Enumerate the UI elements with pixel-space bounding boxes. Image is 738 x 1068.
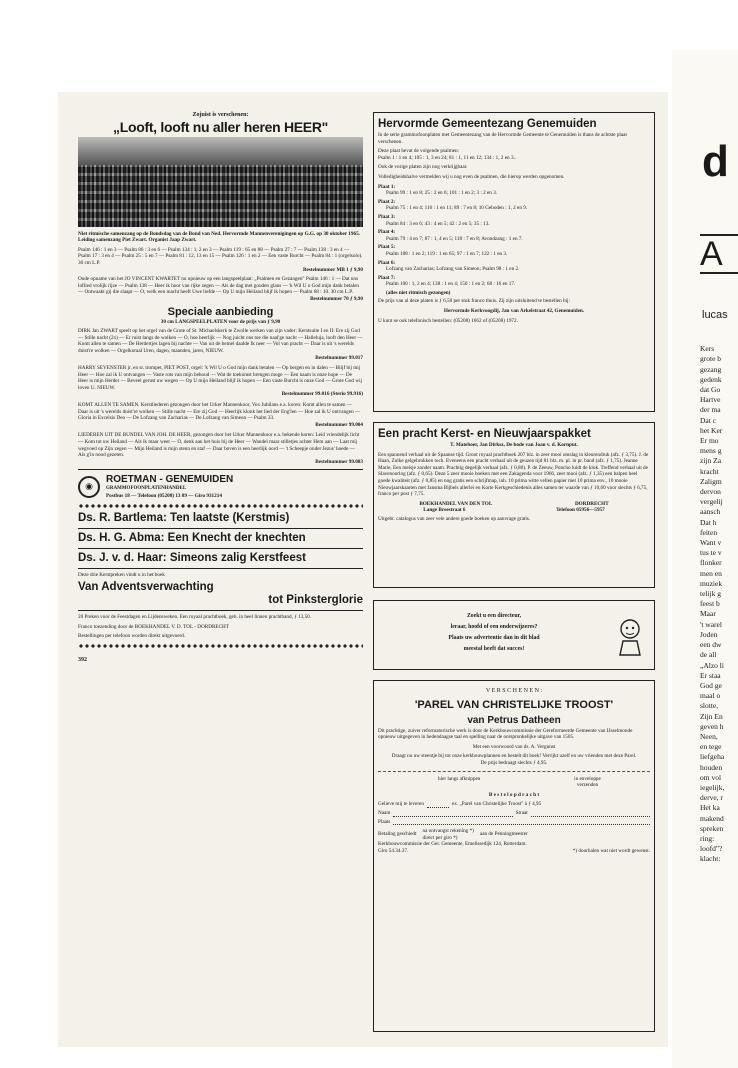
book-3: Ds. J. v. d. Haar: Simeons zalig Kerstfeest	[78, 551, 306, 564]
payment-option-giro[interactable]: direct per giro *)	[422, 834, 458, 841]
strip-line: om vol	[700, 772, 722, 782]
payment-label: Betaling geschiedt	[378, 831, 417, 838]
plate-label: Plaat 6:	[378, 259, 396, 266]
books-desc: 20 Preken voor de Feestdagen en Lijdensweken. Een royaal prachtboek, geb. in heel linnen prachtband, ƒ 13,50.	[78, 614, 312, 621]
strip-line: Zaligm	[700, 476, 722, 486]
gemeentezang-prijs: De prijs van al deze platen is ƒ 6,50 per stuk franco thuis. Zij zijn uitsluitend te bestellen bij:	[378, 298, 570, 305]
plate-label: Plaat 7:	[378, 274, 396, 281]
record-icon: ◉	[78, 476, 100, 498]
gemeentezang-line1: Psalm 1 : 1 en 4; 105 : 1, 3 en 24; 81 : 1, 11 en 12; 134 : 1, 2 en 3..	[378, 154, 517, 161]
strip-line: Hartve	[700, 395, 721, 405]
books-order: Bestellingen per telefoon worden direkt uitgevoerd.	[78, 633, 186, 640]
strip-line: gezang	[700, 364, 722, 374]
strip-line: dat Go	[700, 385, 721, 395]
street-label: Straat	[515, 809, 528, 816]
page-number: 392	[78, 656, 87, 663]
strip-line: Neen,	[700, 731, 718, 741]
gemeentezang-volledig: Volledigheidshalve vermelden wij u nog even de psalmen, die hierop werden opgenomen.	[378, 173, 565, 180]
plate-label: Plaat 5:	[378, 244, 396, 251]
strip-line: Zijn En	[700, 711, 723, 721]
strip-line: Want v	[700, 538, 722, 548]
roetman-sub: GRAMMOFOONPLATENHANDEL	[106, 486, 187, 492]
zoekt-l2: leraar, hoofd of een onderwijzeres?	[450, 624, 538, 630]
order-quantity-field[interactable]	[378, 801, 650, 808]
strip-line: ring:	[700, 833, 715, 843]
name-label: Naam	[378, 809, 391, 816]
parel-env: in enveloppe verzenden	[574, 775, 601, 789]
strip-line: feest b	[700, 599, 720, 609]
strip-line: 't warel	[700, 619, 722, 629]
strip-line: kracht	[700, 466, 719, 476]
plate-psalms: Psalm 75 : 1 en 4; 116 : 1 en 11; 89 : 7 en 8; 10 Geboden : 1, 2 en 9.	[386, 205, 528, 212]
strip-line: telijk g	[700, 589, 722, 599]
gemeentezang-ad	[373, 112, 655, 412]
speciale-item-number: Bestelnummer 99.004	[315, 421, 363, 428]
pakket-shop: BOEKHANDEL VAN DEN TOL	[419, 500, 493, 507]
pakket-phone: Telefoon 05956—5957	[556, 507, 605, 514]
zoekt-l1: Zoekt u een directeur,	[466, 613, 522, 619]
strip-line: loofd"?	[700, 844, 723, 854]
zojuist-p1-num: Bestelnummer MB 1 ƒ 9,90	[303, 266, 363, 273]
strip-line: liefgeha	[700, 752, 725, 762]
strip-line: dervon	[700, 487, 721, 497]
parel-sub: van Petrus Datheen	[467, 714, 561, 726]
newspaper-page	[58, 92, 668, 1047]
pakket-body: Een spannend verhaal uit de Spaanse tijd. Groot royaal prachtboek 207 blz. in zeer mooi omslag in kleurendruk (afz. ƒ 3,75). J. de Haan, Zulke gelgebrokken toch. Eveneens een pracht verhaal uit de geuzen tijd 81 blz. m. pl. in pr. band (afz. ƒ 1,75). Jeanne Marie, Een meisje zonder naam. Prachtig degelijk verhaal (afz. ƒ 0,80). P. de Zeeuw, Poncho luidt de klok. Treffend verhaal uit de Slavenoorlog (afz. ƒ 0,65). Deze 5 zeer mooie boeken met een Zakagenda voor 1966, zeer mooi (afz. ƒ 1,35) een balpen heel goede kwaliteit (afz. ƒ 0,85) en nog gratis een schrijfmap, inh. 10 prima witte vellen papier met 10 prima env., 10 mooie Nieuwjaarskaarten met Jansma Bijbels allerlei en Korte Kerkgeschiedenis alles samen ter waarde van ƒ 10,60 voor slechts ƒ 6,75, franco per post ƒ 7,75.	[378, 451, 649, 498]
gemeentezang-addr: Hervormde Kerkvoogdij, Jan van Arkelstraat 42, Genemuiden.	[443, 308, 585, 315]
strip-name: lucas	[702, 309, 728, 321]
strip-line: slotte,	[700, 701, 719, 711]
strip-line: Er staa	[700, 670, 721, 680]
adjacent-page-strip	[672, 50, 738, 1068]
plate-psalms: Psalm 79 : 4 en 7; 87 : 1, 4 en 5; 118 : 7 en 8; Avondzang : 1 en 7.	[386, 235, 523, 242]
strip-line: grote b	[700, 354, 722, 364]
parel-title: 'PAREL VAN CHRISTELIJKE TROOST'	[414, 698, 614, 711]
zojuist-p2: Oude opname van het JO VINCENT KWARTET nu opnieuw op een langspeelplaat: „Psalmen en Gezangen" Psalm 146 : 1 — Dat ons loflied vrolijk rijze — Psalm 138 — Heer ik hoor van rijke zegen — Als de dag met gouden glans — 'k Wil U o God mijn dank betalen — Ontwaakt gij die slaapt — O, welk een macht heeft Uwe liefde — Op U mijn Heiland blijf ik hopen — Psalm 68 : 10. 30 cm L.P.	[78, 276, 359, 296]
zoekt-l3: Plaats uw advertentie dan in dit blad	[448, 635, 540, 641]
plate-label: Plaat 2:	[378, 198, 396, 205]
strip-text	[700, 344, 738, 864]
plate-label: Plaat 1:	[378, 183, 396, 190]
strip-line: derve, r	[700, 793, 723, 803]
parel-knip: hier langs afknippen	[438, 775, 481, 782]
strip-big-letter: d	[702, 137, 729, 186]
pakket-title: Een pracht Kerst- en Nieuwjaarspakket	[378, 428, 591, 440]
parel-f5: Kerkbouwcommissie der Ger. Gemeente, Emelissedijk 124, Rotterdam.	[378, 841, 527, 848]
strip-line: makend	[700, 813, 724, 823]
left-column	[78, 112, 363, 664]
strip-line: men en	[700, 568, 722, 578]
books-note: Deze drie Kerstpreken vindt u in het boek	[78, 571, 165, 578]
parel-f6: Giro 54.34.37.	[378, 847, 409, 854]
parel-voorwoord: Met een voorwoord van ds. A. Vergunst	[472, 743, 556, 750]
strip-line: maal o	[700, 691, 721, 701]
payment-option-invoice[interactable]: na ontvangst rekening *)	[422, 828, 474, 835]
strip-line: Het ka	[700, 803, 720, 813]
speciale-item: HARRY SEVENSTER jr. en sr. trompet, PIET POST, orgel: 'k Wil U o God mijn dank betalen — Op bergen en in dalen — Blijf bij mij Heer — Hoe zal ik U ontvangen — Vaste rots van mijn behoud — Wat de toekomst brengen moge — Een naam is onze hope — De Heer is mijn Herder — Beveel gerust uw wegen — Op U mijn Heiland blijf ik hopen — Een vaste Burcht is onze God — Grote God wij loven U. NIEUW.	[78, 365, 362, 391]
choir-photo	[78, 137, 363, 227]
parel-ad	[373, 680, 655, 1032]
parel-kicker: V E R S C H E N E N :	[485, 688, 543, 694]
speciale-item-number: Bestelnummer 99.017	[315, 354, 363, 361]
parel-f6b: *) doorhalen wat niet wordt gewenst.	[572, 847, 650, 854]
plate-label: Plaat 4:	[378, 229, 396, 236]
strip-line: iegelijk,	[700, 782, 725, 792]
book-1: Ds. R. Bartlema: Ten laatste (Kerstmis)	[78, 511, 290, 524]
strip-line: Dat h	[700, 517, 717, 527]
strip-line: feiten	[700, 527, 718, 537]
pakket-street: Lange Breestraat 6	[423, 507, 466, 514]
strip-big-letter-2: A	[700, 235, 723, 273]
strip-line: het Ker	[700, 425, 723, 435]
gemeentezang-tel: U kunt se ook telefonisch bestellen: (05208) 1662 of (05208) 1972.	[378, 317, 518, 324]
speciale-item-number: Bestelnummer 99.016 (Sterio 99.916)	[281, 391, 363, 398]
speciale-sub: 30 cm LANGSPEELPLATEN voor de prijs van ƒ 9,90	[160, 318, 281, 325]
strip-line: de all	[700, 650, 717, 660]
pakket-ad	[373, 422, 655, 588]
strip-line: gedenk	[700, 374, 722, 384]
place-field[interactable]	[378, 819, 650, 826]
dot-border-top	[78, 503, 363, 509]
book-4a: Van Adventsverwachting	[78, 581, 214, 594]
strip-line: spreken	[700, 823, 724, 833]
zojuist-p1: Psalm 146 : 1 en 3 — Psalm 86 : 3 en 6 — Psalm 134 : 1, 2 en 3 — Psalm 119 : 65 en 88 — Psalm 27 : 7 — Psalm 138 : 3 en 4 — Psalm 17 : 3 en 4 — Psalm 25 : 5 en 7 — Psalm 81 : 12, 13 en 15 — Psalm 126 : 1 en 2 — Een vaste Burcht — Psalm 84 : 1 (orgelsolo). 30 cm L.P.	[78, 246, 363, 266]
zojuist-p2-num: Bestelnummer 70 ƒ 9,90	[310, 295, 363, 302]
strip-line: Maar	[700, 609, 716, 619]
roetman-contact: Postbus 18 — Telefoon (05208) 13 89 — Giro 931214	[106, 493, 222, 499]
speciale-item-number: Bestelnummer 99.003	[315, 458, 363, 465]
speciale-item: LIEDEREN UIT DE BUNDEL VAN JOH. DE HEER, gezongen door het Urker Mannenkoor e.a. bekende koren: Leid vriendelijk licht — Kom tot uw Heiland — Als ik maar weet — O, denk aan het huis bij de Heer — Wandel maar stilletjes achter Hem aan — Laat mij wegvoed op Zijn zegen — Mijn Heiland is mijn steun en staf — Daar boven is een heerlijk oord — 't Scheepje onder Jezus' hoede — Als g'in nood gezeten.	[78, 432, 360, 459]
strip-line: Dat c	[700, 415, 717, 425]
strip-line: Joden	[700, 629, 718, 639]
plate-note: (alles niet ritmisch gezongen)	[386, 289, 451, 296]
speciale-item: KOMT ALLEN TE SAMEN. Kerstliederen gezongen door het Urker Mannenkoor, Vox Jubilans e.a. koren: Komt allen te samen — Daar is uit 's werelds duist're wolken — Stille nacht — Ere zij God — Heerlijk klonk het lied der Eng'len — Hoe zal ik U ontvangen — Gloria in Excelsis Deo — De Lofzang van Zacharias — De Lofzang van Simeon — Psalm 33.	[78, 402, 361, 422]
plate-psalms: Lofzang van Zacharias; Lofzang van Simeon; Psalm 98 : 1 en 2.	[386, 266, 520, 273]
speciale-item: DIRK Jan ZWART speelt op het orgel van de Grote of St. Michaelskerk te Zwolle werken van zijn vader: Kerstsuite I en II: Ere zij God — Stille nacht (2x) — Er ruist langs de wolken — O, hoe heerlijk — Nog juicht ons toe die naal'ge nacht — Halleluja, looft den Heer — Komt allen te samen — De Herdertjes lagen bij nachte — Van uit de hemel daalde Ik neer — Vol van pracht — Daar is uit 's werelds duist're wolken — Orgelkoraal Uren, dagen, maanden, jaren, NIEUW.	[78, 328, 363, 354]
plates-list	[378, 184, 650, 297]
gemeentezang-vorige: Ook de vorige platen zijn nog verkrijgbaar.	[378, 164, 468, 171]
plate-psalms: Psalm 84 : 3 en 6; 43 : 4 en 5; 42 : 2 en 5; 35 : 13.	[386, 220, 490, 227]
strip-line: God ge	[700, 680, 722, 690]
strip-line: flonker	[700, 558, 722, 568]
gemeentezang-intro: In de serie grammofoonplaten met Gemeentezang van de Hervormde Gemeente te Genemuiden is thans de achtste plaat verschenen.	[378, 132, 627, 145]
zoekt-l4: meestal heeft dat succes!	[463, 646, 525, 652]
strip-line: der ma	[700, 405, 721, 415]
order-item-label: ex. „Parel van Christelijke Troost" à ƒ 4,95	[451, 801, 542, 808]
parel-prijs: De prijs bedraagt slechts ƒ 4,95.	[480, 759, 548, 766]
strip-line: aansch	[700, 507, 721, 517]
roetman-name: ROETMAN - GENEMUIDEN	[106, 474, 234, 486]
strip-line: Er mo	[700, 436, 719, 446]
strip-line: muziek	[700, 578, 723, 588]
strip-line: klacht:	[700, 854, 721, 864]
plate-psalms: Psalm 108 : 1 en 2; 119 : 1 en 65; 97 : 1 en 7; 122 : 1 en 3.	[386, 250, 508, 257]
strip-line: zijn Za	[700, 456, 722, 466]
strip-line: houden	[700, 762, 723, 772]
strip-line: geven h	[700, 721, 724, 731]
place-label: Plaats	[378, 818, 391, 825]
teacher-cartoon-icon	[614, 617, 646, 657]
book-2: Ds. H. G. Abma: Een Knecht der knechten	[78, 531, 306, 544]
parel-bon: B e s t e l o p d r a c h t	[488, 791, 540, 798]
strip-line: Kers	[700, 344, 715, 354]
parel-body: Dit prachtige, zuiver reformatorische werk is door de Kerkbouwcommissie der Gereformeerde Gemeente van IJsselmonde opnieuw uitgegeven in hedendaagse taal en spelling naar de oorspronkelijke uitgave van 1505.	[378, 727, 633, 741]
strip-line: en tege	[700, 742, 722, 752]
strip-line: vergelij	[700, 497, 723, 507]
name-street-field[interactable]	[378, 810, 650, 817]
zojuist-title: „Looft, looft nu aller heren HEER"	[113, 118, 328, 135]
gemeentezang-bevat: Deze plaat bevat de volgende psalmen:	[378, 148, 460, 155]
plate-label: Plaat 3:	[378, 213, 396, 220]
parel-draagt: Draagt nu uw steentje bij tot onze kerkbouwplannen en bestelt dit boek! Verrijkt uzelf en uw vrienden met deze Parel.	[391, 753, 637, 760]
strip-line: een dw	[700, 640, 722, 650]
roetman-logo	[78, 473, 363, 499]
payment-to: aan de Penningmeester	[479, 831, 528, 838]
strip-line: tus te v	[700, 548, 722, 558]
speciale-title: Speciale aanbieding	[167, 305, 274, 318]
order-quantity-label: Gelieve mij te leveren	[378, 801, 424, 808]
strip-line: „Alzo li	[700, 660, 724, 670]
speciale-list	[78, 328, 363, 465]
book-4b: tot Pinksterglorie	[268, 594, 363, 607]
zojuist-kicker: Zojuist is verschenen:	[192, 112, 249, 118]
pakket-authors: T. Mateboer, Jan Dirksz, De bode van Joan v. d. Kornput.	[450, 442, 578, 448]
gemeentezang-title: Hervormde Gemeentezang Genemuiden	[378, 118, 597, 130]
pakket-city: DORDRECHT	[574, 500, 609, 507]
plate-psalms: Psalm 100 : 1, 2 en 4; 138 : 1 en 4; 150 : 1 en 2; 68 : 16 en 17.	[386, 281, 516, 288]
pakket-catalog: Uitgebr. catalogus van zeer vele andere goede boeken op aanvrage gratis.	[378, 515, 531, 522]
dot-border-bottom	[78, 643, 363, 649]
strip-line: mens g	[700, 446, 722, 456]
zoekt-ad	[373, 600, 655, 670]
zojuist-caption: Niet ritmische samenzang op de Bondsdag van de Bond van Ned. Hervormde Mannenverenigingen op G.G. op 30 oktober 1965. Leiding samenzang Piet Zwart. Organist Jaap Zwart.	[78, 230, 360, 244]
books-send: Franco toezending door de BOEKHANDEL V. D. TOL - DORDRECHT	[78, 623, 229, 630]
plate-psalms: Psalm 99 : 1 en 8; 25 : 2 en 6; 101 : 1 en 2; 3 : 2 en 3.	[386, 190, 498, 197]
